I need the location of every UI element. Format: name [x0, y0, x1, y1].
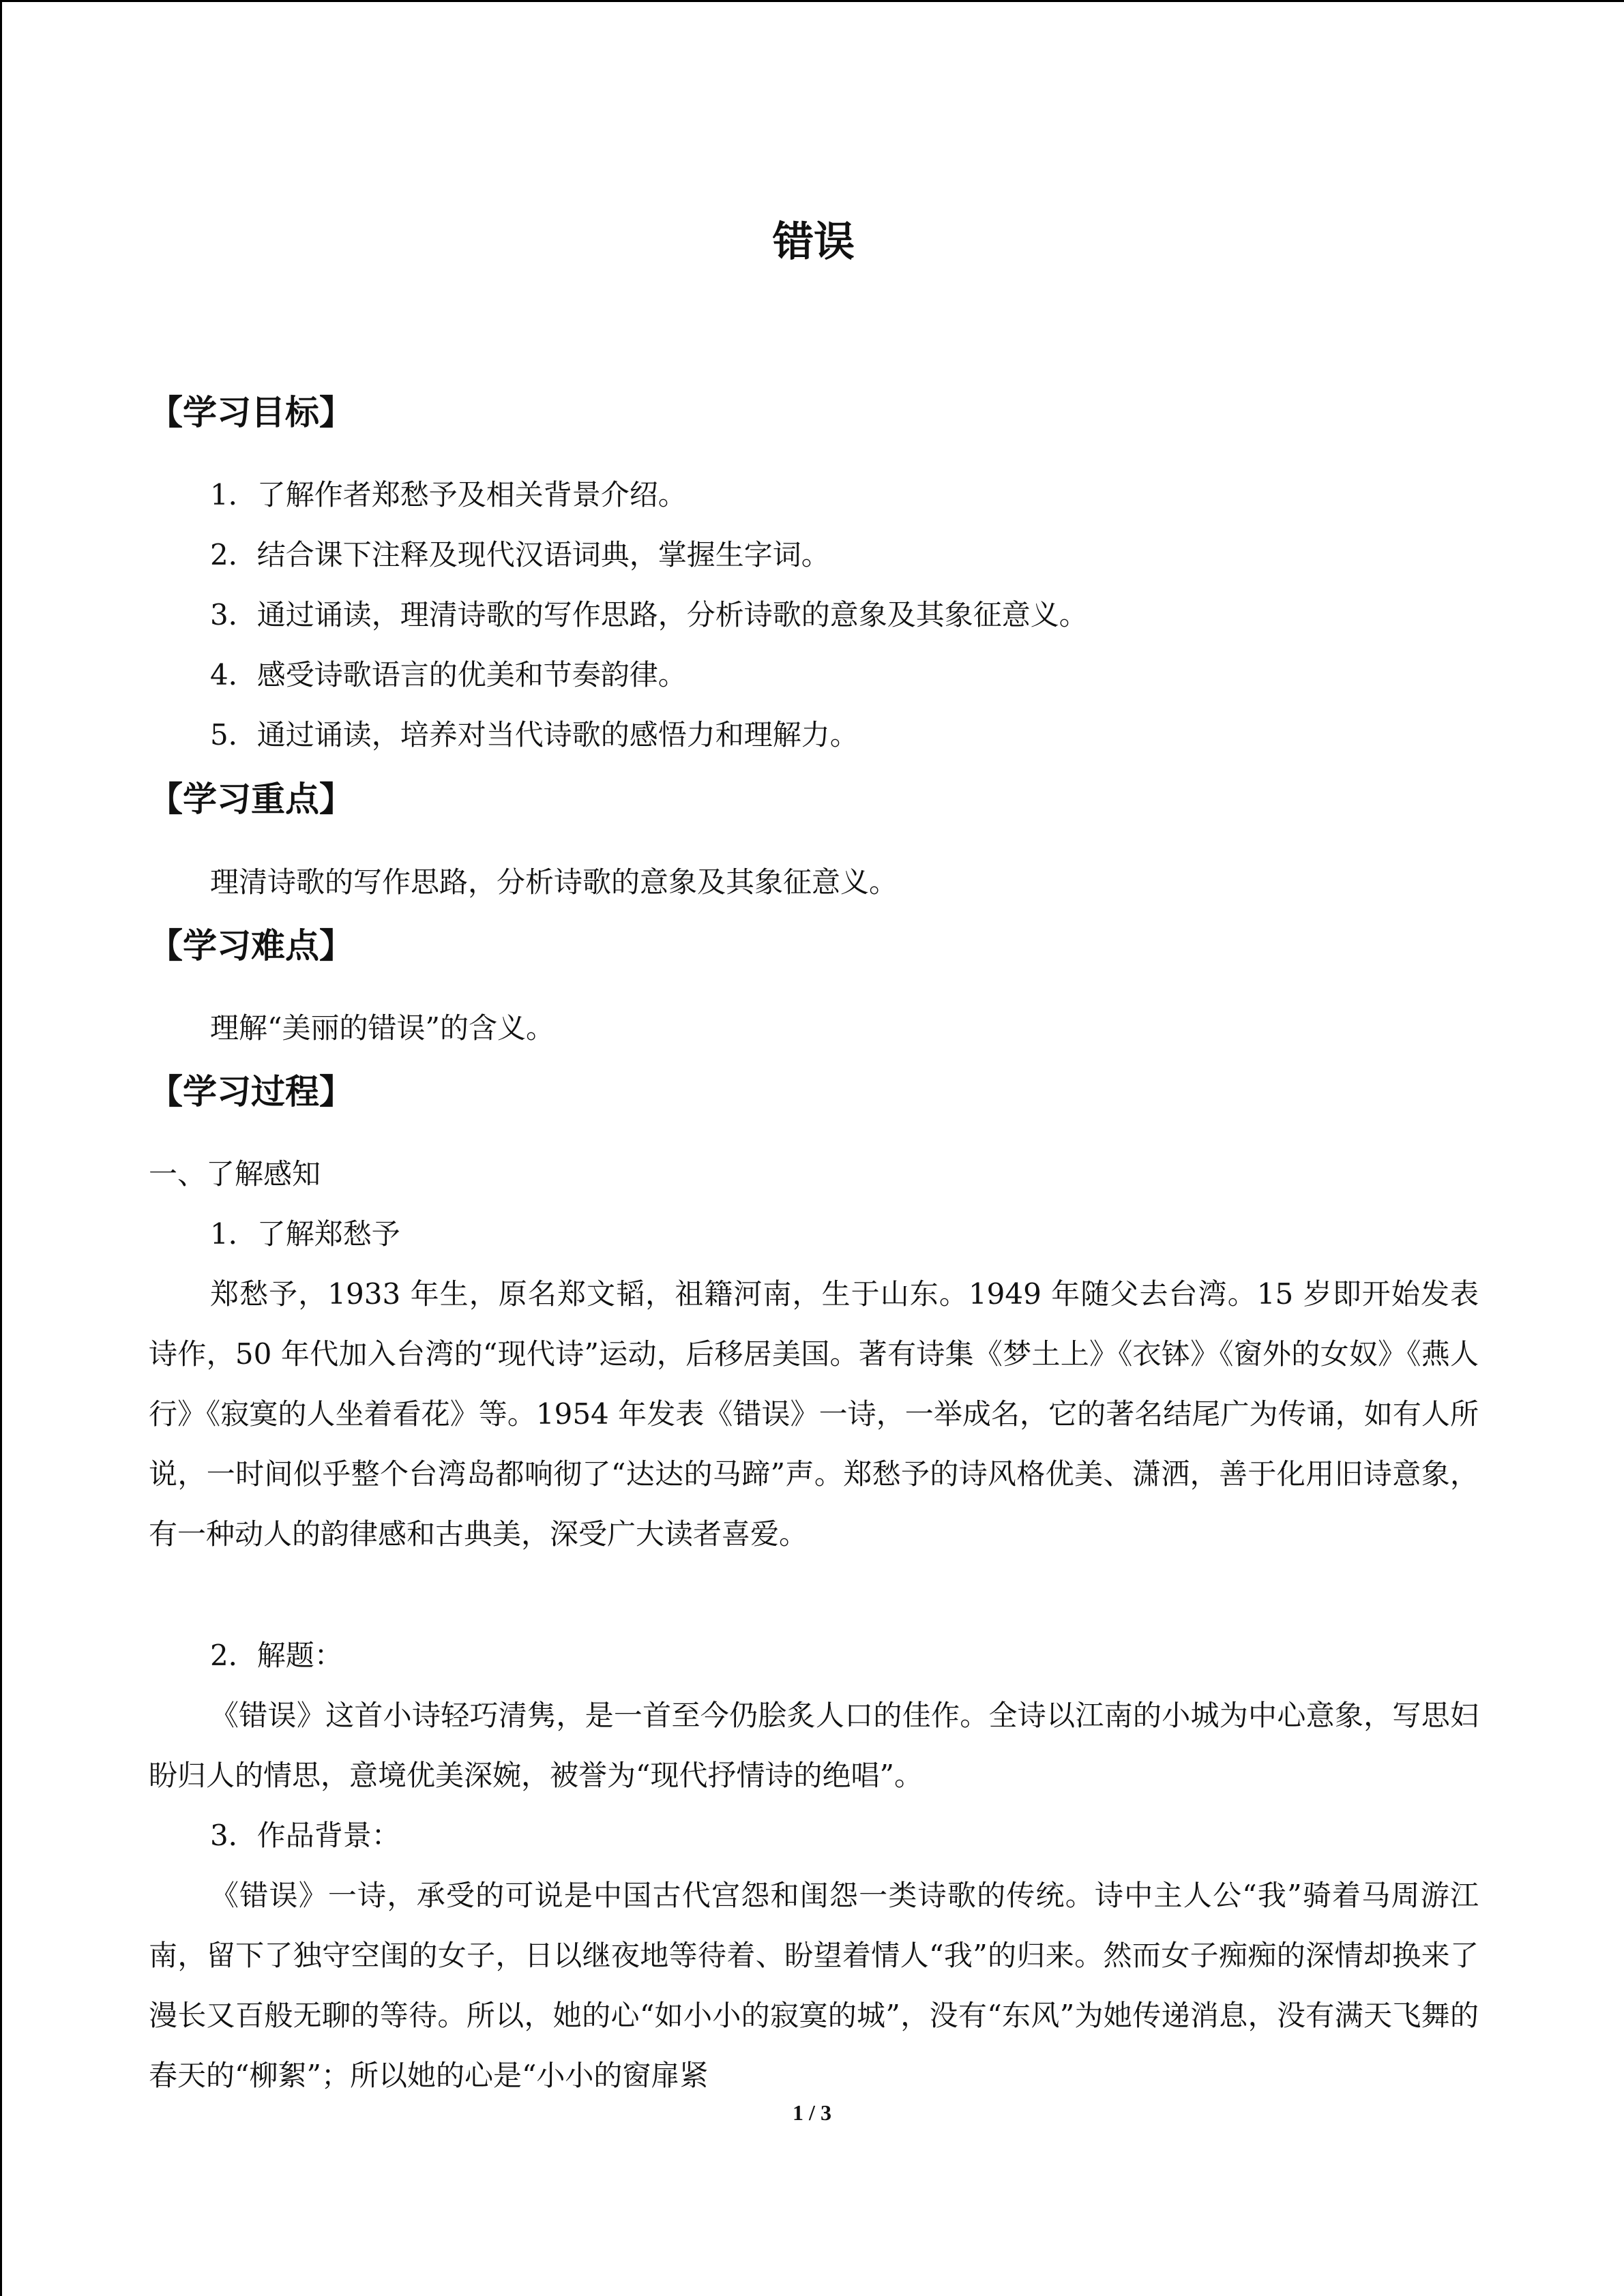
key-points-text: 理清诗歌的写作思路，分析诗歌的意象及其象征意义。 [210, 865, 898, 899]
author-intro-paragraph: 郑愁予，1933 年生，原名郑文韬，祖籍河南，生于山东。1949 年随父去台湾。15 岁即开始发表诗作，50 年代加入台湾的“现代诗”运动，后移居美国。著有诗集《梦土上》《衣钵》《窗外的女奴》《燕人行》《寂寞的人坐着看花》等。1954 年发表《错误》一诗，一举成名，它的著名结尾广为传诵，如有人所说，一时间似乎整个台湾岛都响彻了“达达的马蹄”声。郑愁予的诗风格优美、潇洒，善于化用旧诗意象，有一种动人的韵律感和古典美，深受广大读者喜爱。 [149, 1277, 1479, 1551]
heading-difficulties: 【学习难点】 [149, 926, 353, 966]
process-part-1: 一、了解感知 [149, 1157, 321, 1191]
objective-item: 4．感受诗歌语言的优美和节奏韵律。 [210, 658, 687, 691]
heading-process: 【学习过程】 [149, 1072, 353, 1112]
objective-item: 2．结合课下注释及现代汉语词典，掌握生字词。 [210, 538, 830, 571]
process-subheading: 3．作品背景： [210, 1819, 400, 1852]
objective-item: 3．通过诵读，理清诗歌的写作思路，分析诗歌的意象及其象征意义。 [210, 598, 1088, 631]
difficulties-text: 理解“美丽的错误”的含义。 [210, 1011, 555, 1045]
background-paragraph: 《错误》一诗，承受的可说是中国古代宫怨和闺怨一类诗歌的传统。诗中主人公“我”骑着马周游江南，留下了独守空闺的女子，日以继夜地等待着、盼望着情人“我”的归来。然而女子痴痴的深情却换来了漫长又百般无聊的等待。所以，她的心“如小小的寂寞的城”，没有“东风”为她传递消息，没有满天飞舞的春天的“柳絮”；所以她的心是“小小的窗扉紧 [149, 1879, 1479, 2092]
objective-item: 1．了解作者郑愁予及相关背景介绍。 [210, 478, 687, 511]
page-number: 1 / 3 [793, 2100, 831, 2125]
process-subheading: 2．解题： [210, 1639, 343, 1672]
objective-item: 5．通过诵读，培养对当代诗歌的感悟力和理解力。 [210, 718, 859, 751]
title-explanation-paragraph: 《错误》这首小诗轻巧清隽，是一首至今仍脍炙人口的佳作。全诗以江南的小城为中心意象，写思妇盼归人的情思，意境优美深婉，被誉为“现代抒情诗的绝唱”。 [149, 1699, 1479, 1792]
heading-objectives: 【学习目标】 [149, 393, 353, 432]
heading-key-points: 【学习重点】 [149, 779, 353, 819]
process-subheading: 1．了解郑愁予 [210, 1217, 400, 1251]
page-title: 错误 [773, 218, 855, 266]
